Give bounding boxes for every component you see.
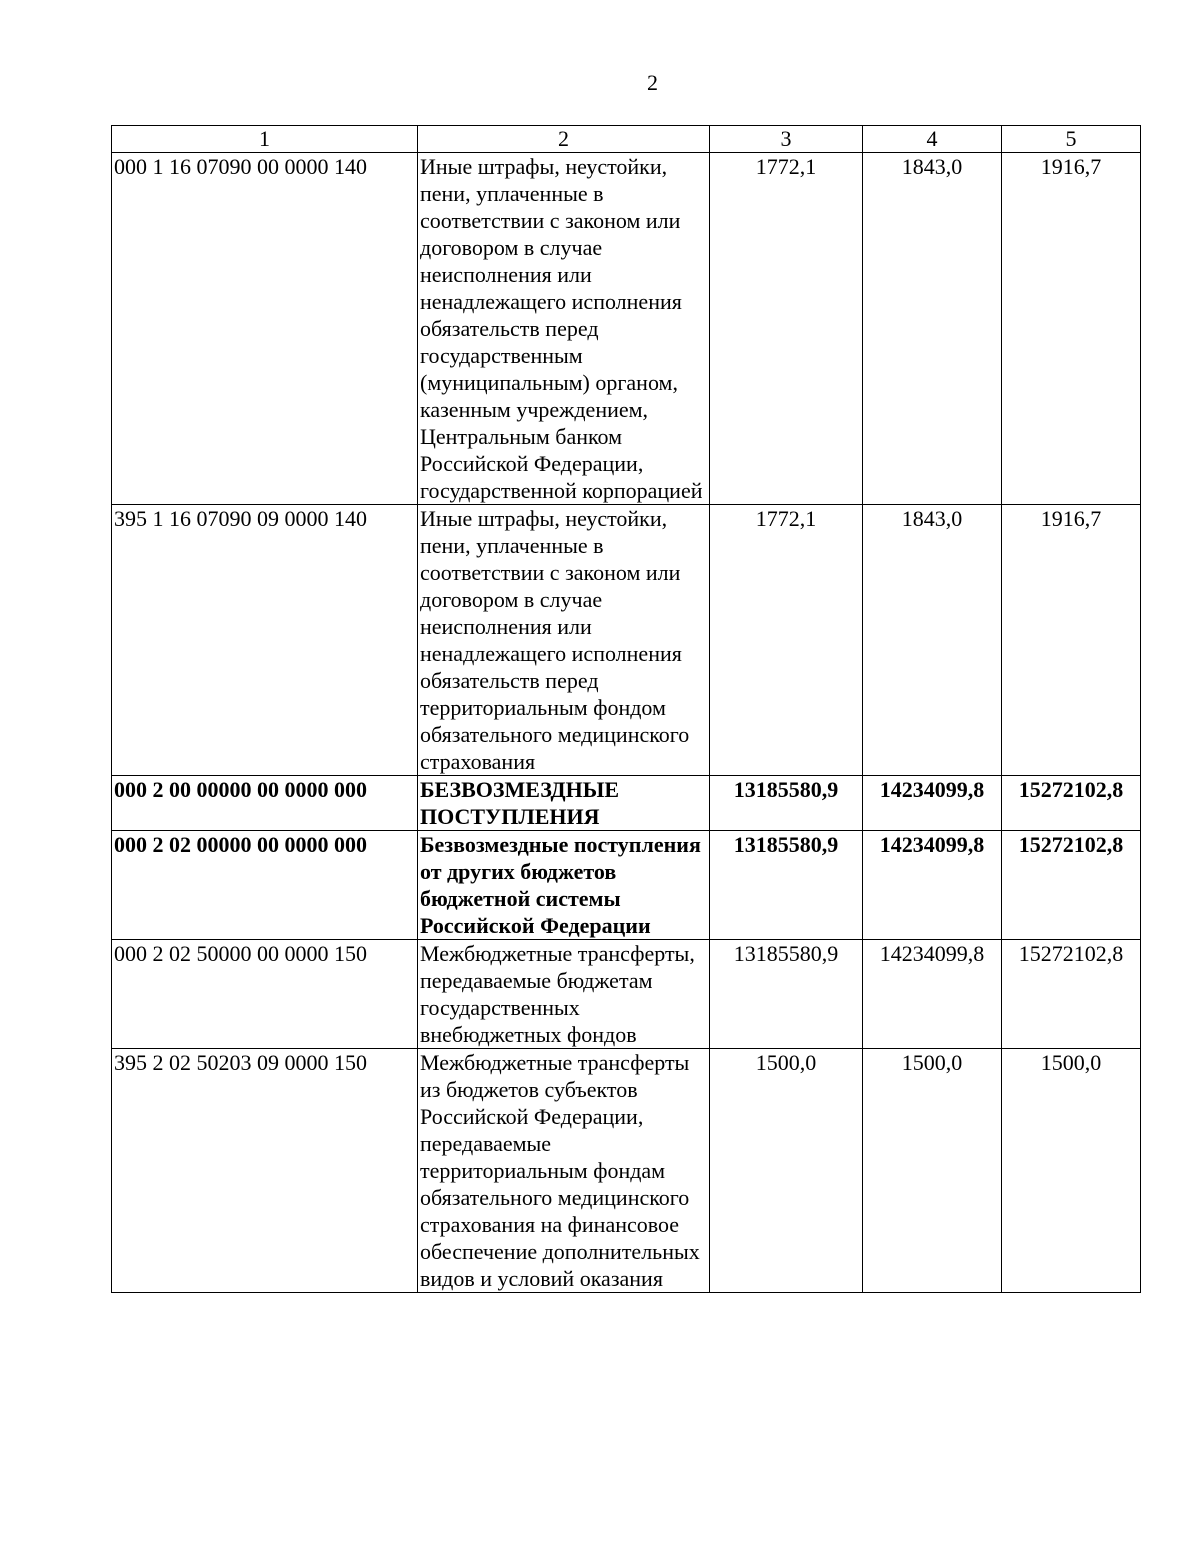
amount-cell-col4: 14234099,8 <box>863 940 1002 1049</box>
amount-cell-col4: 14234099,8 <box>863 831 1002 940</box>
income-name-cell: Межбюджетные трансферты из бюджетов субъектов Российской Федерации, передаваемые территориальным фондам обязательного медицинского страхования на финансовое обеспечение дополнительных видов и условий оказания <box>418 1049 710 1293</box>
column-number-4: 4 <box>863 126 1002 153</box>
table-row <box>112 153 1141 505</box>
amount-cell-col5: 15272102,8 <box>1002 776 1141 831</box>
amount-cell-col4: 1500,0 <box>863 1049 1002 1293</box>
amount-cell-col3: 13185580,9 <box>710 940 863 1049</box>
amount-cell-col4: 1843,0 <box>863 153 1002 505</box>
budget-code-cell: 395 2 02 50203 09 0000 150 <box>112 1049 418 1293</box>
budget-code-cell: 000 2 02 00000 00 0000 000 <box>112 831 418 940</box>
table-row <box>112 505 1141 776</box>
budget-code-cell: 000 2 02 50000 00 0000 150 <box>112 940 418 1049</box>
amount-cell-col5: 15272102,8 <box>1002 940 1141 1049</box>
amount-cell-col4: 14234099,8 <box>863 776 1002 831</box>
income-name-cell: Безвозмездные поступления от других бюджетов бюджетной системы Российской Федерации <box>418 831 710 940</box>
amount-cell-col5: 1916,7 <box>1002 505 1141 776</box>
amount-cell-col3: 13185580,9 <box>710 831 863 940</box>
income-name-cell: БЕЗВОЗМЕЗДНЫЕ ПОСТУПЛЕНИЯ <box>418 776 710 831</box>
column-number-2: 2 <box>418 126 710 153</box>
amount-cell-col4: 1843,0 <box>863 505 1002 776</box>
page-number: 2 <box>647 70 658 95</box>
amount-cell-col5: 15272102,8 <box>1002 831 1141 940</box>
table-row <box>112 940 1141 1049</box>
amount-cell-col3: 13185580,9 <box>710 776 863 831</box>
income-name-cell: Иные штрафы, неустойки, пени, уплаченные в соответствии с законом или договором в случае неисполнения или ненадлежащего исполнения обязательств перед государственным (муниципальным) органом, казенным учреждением, Центральным банком Российской Федерации, государственной корпорацией <box>418 153 710 505</box>
budget-code-cell: 000 1 16 07090 00 0000 140 <box>112 153 418 505</box>
income-name-cell: Межбюджетные трансферты, передаваемые бюджетам государственных внебюджетных фондов <box>418 940 710 1049</box>
table-header-row <box>112 126 1141 153</box>
table-row-total <box>112 776 1141 831</box>
amount-cell-col5: 1916,7 <box>1002 153 1141 505</box>
table-row-subtotal <box>112 831 1141 940</box>
amount-cell-col3: 1772,1 <box>710 505 863 776</box>
table-row <box>112 1049 1141 1293</box>
amount-cell-col5: 1500,0 <box>1002 1049 1141 1293</box>
amount-cell-col3: 1500,0 <box>710 1049 863 1293</box>
income-name-cell: Иные штрафы, неустойки, пени, уплаченные в соответствии с законом или договором в случае неисполнения или ненадлежащего исполнения обязательств перед территориальным фондом обязательного медицинского страхования <box>418 505 710 776</box>
budget-code-cell: 000 2 00 00000 00 0000 000 <box>112 776 418 831</box>
column-number-3: 3 <box>710 126 863 153</box>
budget-table <box>111 125 1141 1293</box>
column-number-5: 5 <box>1002 126 1141 153</box>
column-number-1: 1 <box>112 126 418 153</box>
budget-code-cell: 395 1 16 07090 09 0000 140 <box>112 505 418 776</box>
amount-cell-col3: 1772,1 <box>710 153 863 505</box>
